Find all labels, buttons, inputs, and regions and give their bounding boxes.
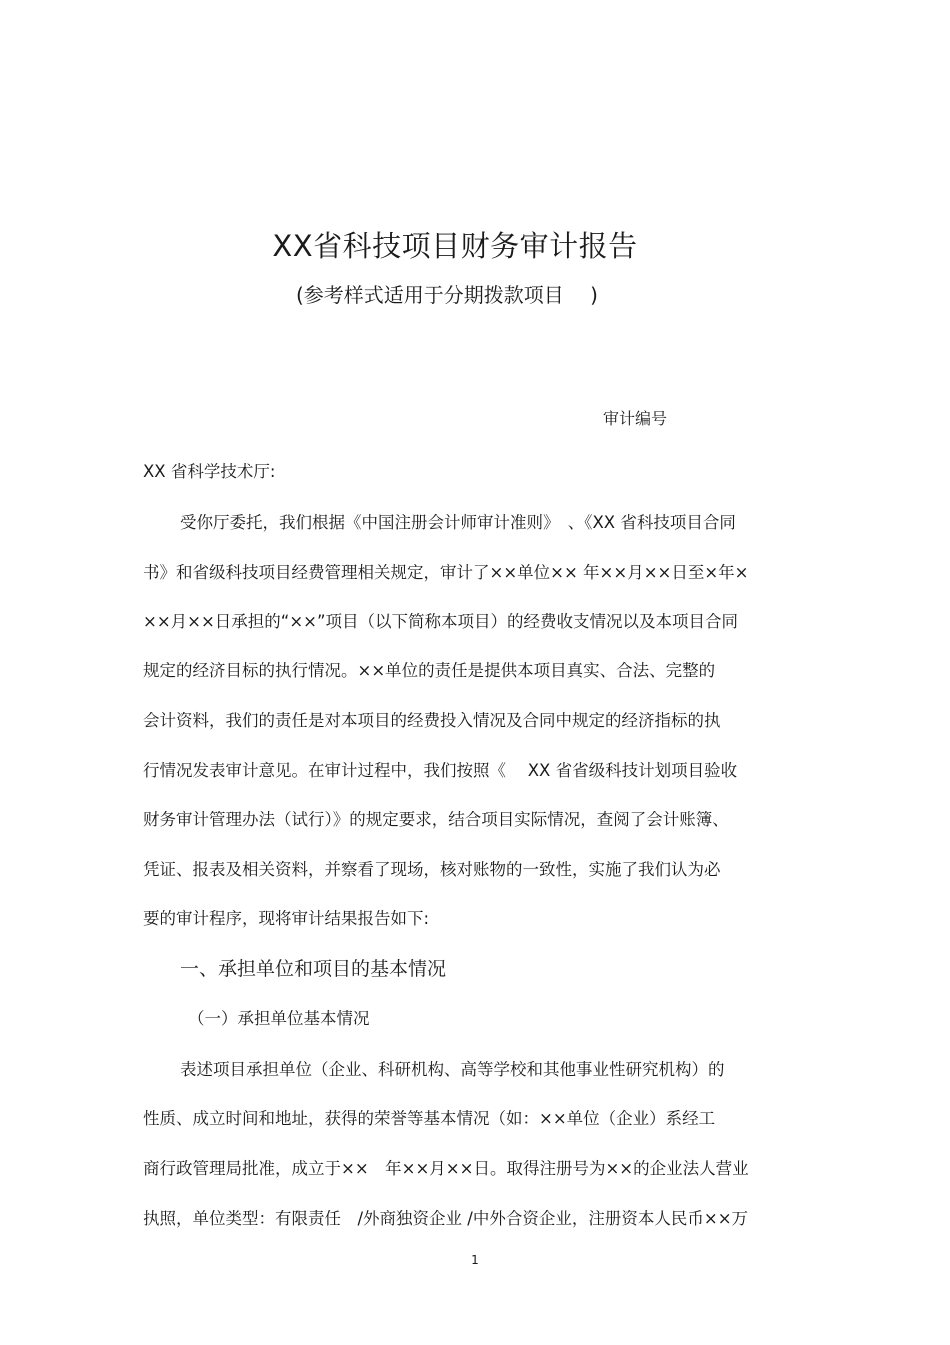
paragraph1-line: 财务审计管理办法（试行）》的规定要求，结合项目实际情况，查阅了会计账簿、 [143,810,729,829]
paragraph1-line: 受你厅委托，我们根据《中国注册会计师审计准则》 、《XX 省科技项目合同 [180,513,736,532]
subsection-heading: （一）承担单位基本情况 [188,1009,370,1028]
addressee: XX 省科学技术厅: [143,462,276,481]
paragraph2-line: 表述项目承担单位（企业、科研机构、高等学校和其他事业性研究机构）的 [180,1060,725,1079]
report-subtitle: (参考样式适用于分期拨款项目 ) [296,283,598,307]
paragraph1-line: 凭证、报表及相关资料，并察看了现场，核对账物的一致性，实施了我们认为必 [143,860,721,879]
paragraph1-line: 行情况发表审计意见。在审计过程中，我们按照《 XX 省省级科技计划项目验收 [143,761,738,780]
paragraph2-line: 商行政管理局批准，成立于×× 年××月××日。取得注册号为××的企业法人营业 [143,1159,749,1178]
paragraph1-line: 规定的经济目标的执行情况。××单位的责任是提供本项目真实、合法、完整的 [143,661,716,680]
page-number: 1 [471,1253,479,1267]
report-title: XX省科技项目财务审计报告 [272,229,638,263]
paragraph2-line: 执照，单位类型：有限责任 /外商独资企业 /中外合资企业，注册资本人民币××万 [143,1209,749,1228]
paragraph1-line: ××月××日承担的“××”项目（以下简称本项目）的经费收支情况以及本项目合同 [143,612,739,631]
section-heading: 一、承担单位和项目的基本情况 [180,958,447,980]
paragraph1-line: 书》和省级科技项目经费管理相关规定，审计了××单位×× 年××月××日至×年× [143,563,749,582]
paragraph2-line: 性质、成立时间和地址，获得的荣誉等基本情况（如：××单位（企业）系经工 [143,1109,716,1128]
audit-number-label: 审计编号 [603,409,668,428]
paragraph1-line: 会计资料，我们的责任是对本项目的经费投入情况及合同中规定的经济指标的执 [143,711,721,730]
paragraph1-line: 要的审计程序，现将审计结果报告如下: [143,909,430,928]
